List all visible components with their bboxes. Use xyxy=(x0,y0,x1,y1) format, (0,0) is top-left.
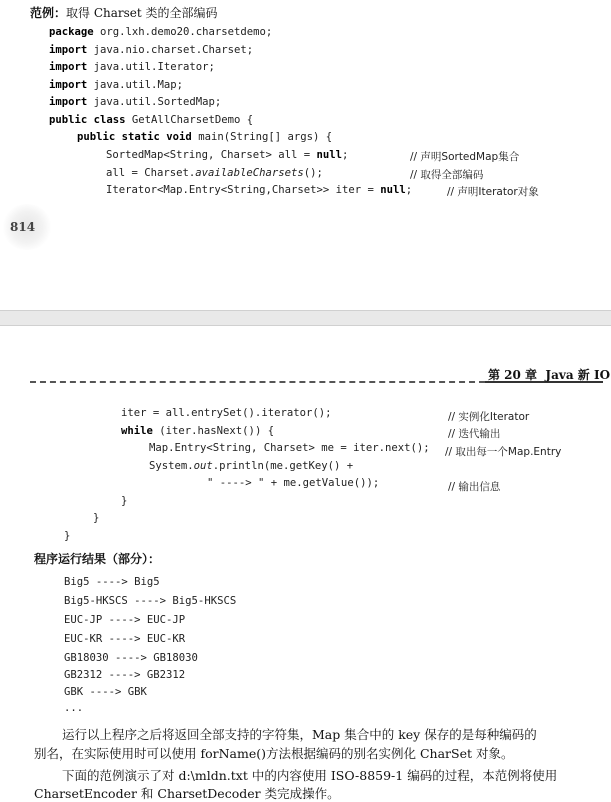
chapter-topic: Java 新 IO xyxy=(545,368,611,382)
code-brace: } xyxy=(64,529,71,542)
example-label: 范例： xyxy=(30,6,67,20)
keyword: public static void xyxy=(77,131,192,143)
code-line-main xyxy=(77,131,332,143)
keyword: import xyxy=(49,61,88,73)
code-line-import-iterator xyxy=(49,61,215,73)
code-line-println-cont: " ----> " + me.getValue()); xyxy=(207,477,380,489)
code-line-import-sortedmap xyxy=(49,96,221,108)
result-line: EUC-JP ----> EUC-JP xyxy=(64,614,186,626)
code-text: ; xyxy=(342,149,349,161)
code-brace: } xyxy=(93,512,100,524)
code-text: java.nio.charset.Charset; xyxy=(87,43,254,56)
code-text: Iterator<Map.Entry<String,Charset>> iter = xyxy=(106,184,381,196)
code-text: GetAllCharsetDemo { xyxy=(125,113,254,126)
code-line-package xyxy=(49,26,272,38)
code-comment: // 声明Iterator对象 xyxy=(447,186,539,198)
example-title-text: 取得 Charset 类的全部编码 xyxy=(66,6,218,20)
code-line-class xyxy=(49,114,253,126)
code-comment: // 迭代输出 xyxy=(448,428,501,440)
keyword: public class xyxy=(49,113,126,126)
code-italic: availableCharsets xyxy=(195,166,304,179)
keyword: import xyxy=(49,43,88,56)
result-line: GB18030 ----> GB18030 xyxy=(64,652,198,664)
code-text: .println(me.getKey() + xyxy=(212,459,354,472)
code-comment: // 取得全部编码 xyxy=(410,168,484,181)
code-line-println xyxy=(149,460,353,472)
code-text: java.util.Iterator; xyxy=(87,61,215,73)
result-line: Big5-HKSCS ----> Big5-HKSCS xyxy=(64,595,237,607)
chapter-number: 第 20 章 xyxy=(488,368,538,382)
paragraph-line: 下面的范例演示了对 d:\mldn.txt 中的内容使用 ISO-8859-1 编码的过程，本范例将使用 xyxy=(62,768,558,783)
code-text: org.lxh.demo20.charsetdemo; xyxy=(93,26,273,38)
page-gap xyxy=(0,310,611,326)
result-line: Big5 ----> Big5 xyxy=(64,576,160,588)
code-text: System. xyxy=(149,459,194,472)
code-italic: out xyxy=(193,459,213,472)
code-line-available-charsets xyxy=(106,167,323,179)
code-comment: // 输出信息 xyxy=(448,481,501,493)
keyword: null xyxy=(316,149,342,161)
code-text: (iter.hasNext()) { xyxy=(152,424,275,437)
example-title xyxy=(30,4,218,21)
paragraph-line: CharsetEncoder 和 CharsetDecoder 类完成操作。 xyxy=(34,786,340,801)
result-line: ... xyxy=(64,702,84,714)
code-line-iter-assign: iter = all.entrySet().iterator(); xyxy=(121,407,332,419)
keyword: null xyxy=(380,184,406,196)
code-text: SortedMap<String, Charset> all = xyxy=(106,149,317,161)
result-line: EUC-KR ----> EUC-KR xyxy=(64,633,186,645)
chapter-header xyxy=(488,366,610,383)
keyword: package xyxy=(49,26,94,38)
code-text: java.util.Map; xyxy=(87,78,183,91)
code-line-import-map xyxy=(49,79,183,91)
result-title: 程序运行结果（部分）： xyxy=(34,552,161,566)
code-line-import-charset xyxy=(49,44,253,56)
code-text: ; xyxy=(405,184,413,196)
header-dashed-rule xyxy=(30,381,485,383)
code-text: (); xyxy=(303,166,323,179)
code-line-while xyxy=(121,425,274,437)
code-comment: // 取出每一个Map.Entry xyxy=(445,446,562,458)
code-line-sortedmap-decl xyxy=(106,149,348,161)
code-comment: // 实例化Iterator xyxy=(448,411,530,423)
code-brace: } xyxy=(121,494,128,507)
keyword: while xyxy=(121,424,153,437)
paragraph-line: 别名，在实际使用时可以使用 forName()方法根据编码的别名实例化 CharSet 对象。 xyxy=(34,746,514,761)
keyword: import xyxy=(49,78,88,91)
result-line: GBK ----> GBK xyxy=(64,686,147,698)
code-line-iterator-decl xyxy=(106,184,412,196)
keyword: import xyxy=(49,96,88,108)
code-comment: // 声明SortedMap集合 xyxy=(410,151,520,163)
code-text: main(String[] args) { xyxy=(191,131,333,143)
code-line-map-entry: Map.Entry<String, Charset> me = iter.next(); xyxy=(149,442,430,454)
paragraph-line: 运行以上程序之后将返回全部支持的字符集，Map 集合中的 key 保存的是每种编码的 xyxy=(62,727,537,742)
page-number: 814 xyxy=(10,220,36,234)
result-line: GB2312 ----> GB2312 xyxy=(64,669,186,681)
code-text: all = Charset. xyxy=(106,166,196,179)
code-text: java.util.SortedMap; xyxy=(87,96,222,108)
